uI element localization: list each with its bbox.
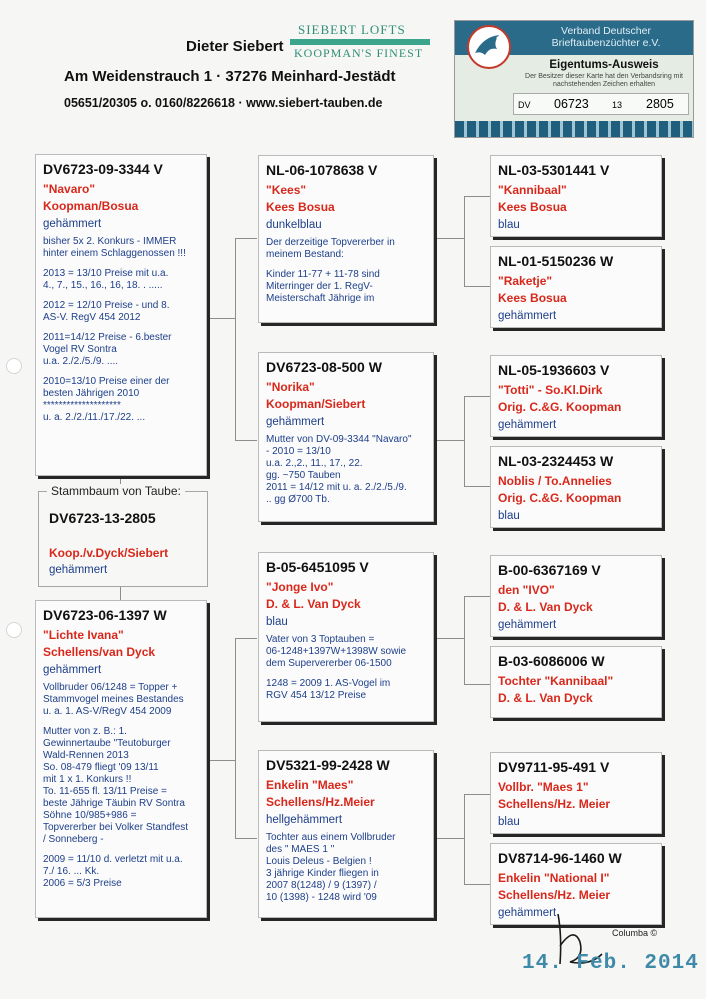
pigeon-name: Tochter "Kannibaal" [498, 674, 614, 688]
connector-line [464, 486, 490, 487]
pigeon-color: blau [266, 616, 288, 628]
pigeon-color: gehämmert [266, 416, 325, 428]
performance-note: Mutter von DV-09-3344 "Navaro" - 2010 = 13/10 u.a. 2.,2., 11., 17., 22. gg. ~750 Tauben 2011 = 14/12 mit u. a. 2./2./5./9. .. gg Ø700 Tb. [266, 434, 412, 505]
pigeon-name: Noblis / To.Annelies [498, 474, 612, 488]
pedigree-box-father-mother [258, 352, 434, 522]
connector-line [464, 196, 490, 197]
pigeon-name: "Jonge Ivo" [266, 580, 334, 594]
subject-color: gehämmert [49, 564, 108, 576]
pigeon-name: "Kees" [266, 183, 307, 197]
pigeon-breeder: Koopman/Siebert [266, 397, 366, 411]
card-title: Eigentums-Ausweis [549, 59, 659, 71]
connector-line [235, 638, 257, 639]
pigeon-name: "Lichte Ivana" [43, 628, 124, 642]
pigeon-breeder: Schellens/Hz. Meier [498, 797, 611, 811]
breeder-contact: 05651/20305 o. 0160/8226618 · www.siebert-tauben.de [64, 96, 383, 110]
pigeon-breeder: Orig. C.&G. Koopman [498, 491, 622, 505]
connector-line [464, 596, 465, 684]
pigeon-color: gehämmert [498, 907, 557, 919]
connector-line [235, 440, 257, 441]
connector-line [235, 238, 257, 239]
breeder-address: Am Weidenstrauch 1 · 37276 Meinhard-Jestädt [64, 68, 396, 85]
pigeon-breeder: D. & L. Van Dyck [498, 600, 593, 614]
performance-note: Kinder 11-77 + 11-78 sind Miterringer der 1. RegV- Meisterschaft Jährige im [266, 269, 380, 304]
card-club: 06723 [554, 97, 589, 111]
pigeon-breeder: Schellens/Hz. Meier [498, 888, 611, 902]
pigeon-breeder: Orig. C.&G. Koopman [498, 400, 622, 414]
connector-line [235, 638, 236, 838]
pedigree-box-mother-father [258, 552, 434, 722]
pedigree-box-mother [35, 600, 207, 918]
ring-number: B-03-6086006 W [498, 653, 605, 669]
performance-note: 2013 = 13/10 Preise mit u.a. 4., 7., 15., 16., 16, 18. . ..... [43, 268, 169, 291]
connector-line [464, 884, 490, 885]
pigeon-name: "Navaro" [43, 182, 96, 196]
subject-ring-number: DV6723-13-2805 [49, 510, 156, 526]
performance-note: Der derzeitige Topvererber in meinem Bestand: [266, 237, 395, 260]
ownership-card [454, 20, 694, 138]
connector-line [464, 396, 465, 486]
ring-number: NL-03-2324453 W [498, 453, 614, 469]
pedigree-box-fmf [490, 355, 662, 437]
connector-line [464, 196, 465, 286]
pigeon-breeder: D. & L. Van Dyck [266, 597, 361, 611]
ring-number: DV6723-08-500 W [266, 359, 382, 375]
date-stamp: 14. Feb. 2014 [522, 952, 699, 975]
performance-note: Tochter aus einem Vollbruder des " MAES 1 " Louis Deleus - Belgien ! 3 jährige Kinder fliegen in 2007 8(1248) / 9 (1397) / 10 (1398) - 1248 wird '09 [266, 832, 396, 903]
pedigree-box-mff [490, 555, 662, 637]
performance-note: Vollbruder 06/1248 = Topper + Stammvogel meines Bestandes u. a. 1. AS-V/RegV 454 2009 [43, 682, 184, 717]
pedigree-box-ffm [490, 246, 662, 328]
ring-number: NL-01-5150236 W [498, 253, 614, 269]
performance-note: 2010=13/10 Preise einer der besten Jährigen 2010 ******************** u. a. 2./2./11./17./22. ... [43, 376, 170, 423]
connector-line [434, 638, 464, 639]
ring-number: B-05-6451095 V [266, 559, 369, 575]
connector-line [464, 794, 490, 795]
pigeon-color: blau [498, 510, 520, 522]
ring-number: NL-05-1936603 V [498, 362, 610, 378]
performance-note: 1248 = 2009 1. AS-Vogel im RGV 454 13/12 Preise [266, 678, 391, 701]
pigeon-breeder: Koopman/Bosua [43, 199, 139, 213]
connector-line [464, 396, 490, 397]
pigeon-color: gehämmert [498, 310, 557, 322]
pedigree-box-mother-mother [258, 750, 434, 918]
pigeon-breeder: Kees Bosua [498, 291, 567, 305]
logo-text-bottom: KOOPMAN'S FINEST [294, 46, 424, 60]
connector-line [235, 838, 257, 839]
ring-number: NL-03-5301441 V [498, 162, 610, 178]
pigeon-name: "Raketje" [498, 274, 553, 288]
pigeon-color: hellgehämmert [266, 814, 343, 826]
columba-credit: Columba © [612, 928, 658, 938]
siebert-lofts-logo [290, 22, 436, 66]
pigeon-name: Enkelin "Maes" [266, 778, 354, 792]
subject-pigeon-box [38, 484, 208, 587]
pedigree-box-fmm [490, 446, 662, 528]
pigeon-name: "Totti" - So.Kl.Dirk [498, 383, 603, 397]
performance-note: Vater von 3 Toptauben = 06-1248+1397W+1398W sowie dem Supervererber 06-1500 [266, 634, 407, 669]
ring-number: NL-06-1078638 V [266, 162, 378, 178]
card-ring-number [513, 93, 689, 115]
pigeon-name: Enkelin "National I" [498, 871, 610, 885]
connector-line [464, 794, 465, 884]
pigeon-color: blau [498, 219, 520, 231]
breeder-name: Dieter Siebert [186, 38, 284, 55]
pigeon-breeder: D. & L. Van Dyck [498, 691, 593, 705]
pigeon-color: dunkelblau [266, 219, 322, 231]
pigeon-breeder: Schellens/Hz.Meier [266, 795, 375, 809]
card-year: 13 [612, 100, 623, 110]
card-text: Der Besitzer dieser Karte hat den Verbandsring mit nachstehenden Zeichen erhalten [525, 73, 683, 88]
pedigree-box-mmf [490, 752, 662, 834]
stammbaum-caption: Stammbaum von Taube: [47, 484, 185, 498]
pigeon-color: gehämmert [43, 664, 102, 676]
pigeon-emblem-icon [467, 25, 511, 69]
pigeon-color: gehämmert [498, 619, 557, 631]
performance-note: bisher 5x 2. Konkurs - IMMER hinter einem Schlaggenossen !!! [43, 236, 186, 259]
logo-bar [290, 39, 430, 45]
ring-number: DV6723-06-1397 W [43, 607, 167, 623]
ring-number: B-00-6367169 V [498, 562, 601, 578]
connector-line [434, 238, 464, 239]
connector-line [464, 596, 490, 597]
punch-hole [6, 622, 22, 638]
ring-number: DV9711-95-491 V [498, 759, 610, 775]
connector-line [120, 587, 121, 600]
connector-line [434, 838, 464, 839]
pedigree-box-father [35, 154, 207, 476]
pigeon-name: Vollbr. "Maes 1" [498, 780, 589, 794]
connector-line [434, 440, 464, 441]
connector-line [235, 238, 236, 440]
performance-note: 2011=14/12 Preise - 6.bester Vogel RV Sontra u.a. 2./2./5./9. .... [43, 332, 172, 367]
connector-line [207, 318, 235, 319]
pigeon-color: gehämmert [498, 419, 557, 431]
ring-number: DV8714-96-1460 W [498, 850, 622, 866]
pigeon-breeder: Kees Bosua [266, 200, 335, 214]
pigeon-breeder: Kees Bosua [498, 200, 567, 214]
pigeon-name: den "IVO" [498, 583, 555, 597]
card-prefix: DV [518, 100, 531, 110]
ring-number: DV5321-99-2428 W [266, 757, 390, 773]
card-org: Verband Deutscher Brieftaubenzüchter e.V. [551, 25, 661, 49]
logo-text-top: SIEBERT LOFTS [298, 22, 406, 37]
performance-note: 2009 = 11/10 d. verletzt mit u.a. 7./ 16. ... Kk. 2006 = 5/3 Preise [43, 854, 183, 889]
connector-line [207, 760, 235, 761]
pigeon-color: gehämmert [43, 218, 102, 230]
card-number: 2805 [646, 97, 674, 111]
connector-line [464, 286, 490, 287]
pigeon-breeder: Schellens/van Dyck [43, 645, 156, 659]
card-strip [455, 121, 693, 137]
pedigree-box-father-father [258, 155, 434, 323]
performance-note: Mutter von z. B.: 1. Gewinnertaube "Teutoburger Wald-Rennen 2013 So. 08-479 fliegt '09 13/11 mit 1 x 1. Konkurs !! To. 11-655 fl. 13/11 Preise = beste Jährige Täubin RV Sontra Söhne 10/985+986 = Topvererber bei Volker Standfest / Sonneberg - [43, 726, 189, 845]
pigeon-name: "Kannibaal" [498, 183, 567, 197]
pigeon-color: blau [498, 816, 520, 828]
performance-note: 2012 = 12/10 Preise - und 8. AS-V. RegV 454 2012 [43, 300, 170, 323]
connector-line [464, 684, 490, 685]
subject-breeder: Koop./v.Dyck/Siebert [49, 546, 169, 560]
punch-hole [6, 358, 22, 374]
pedigree-box-fff [490, 155, 662, 237]
ring-number: DV6723-09-3344 V [43, 161, 163, 177]
pigeon-name: "Norika" [266, 380, 315, 394]
pedigree-box-mfm [490, 646, 662, 718]
